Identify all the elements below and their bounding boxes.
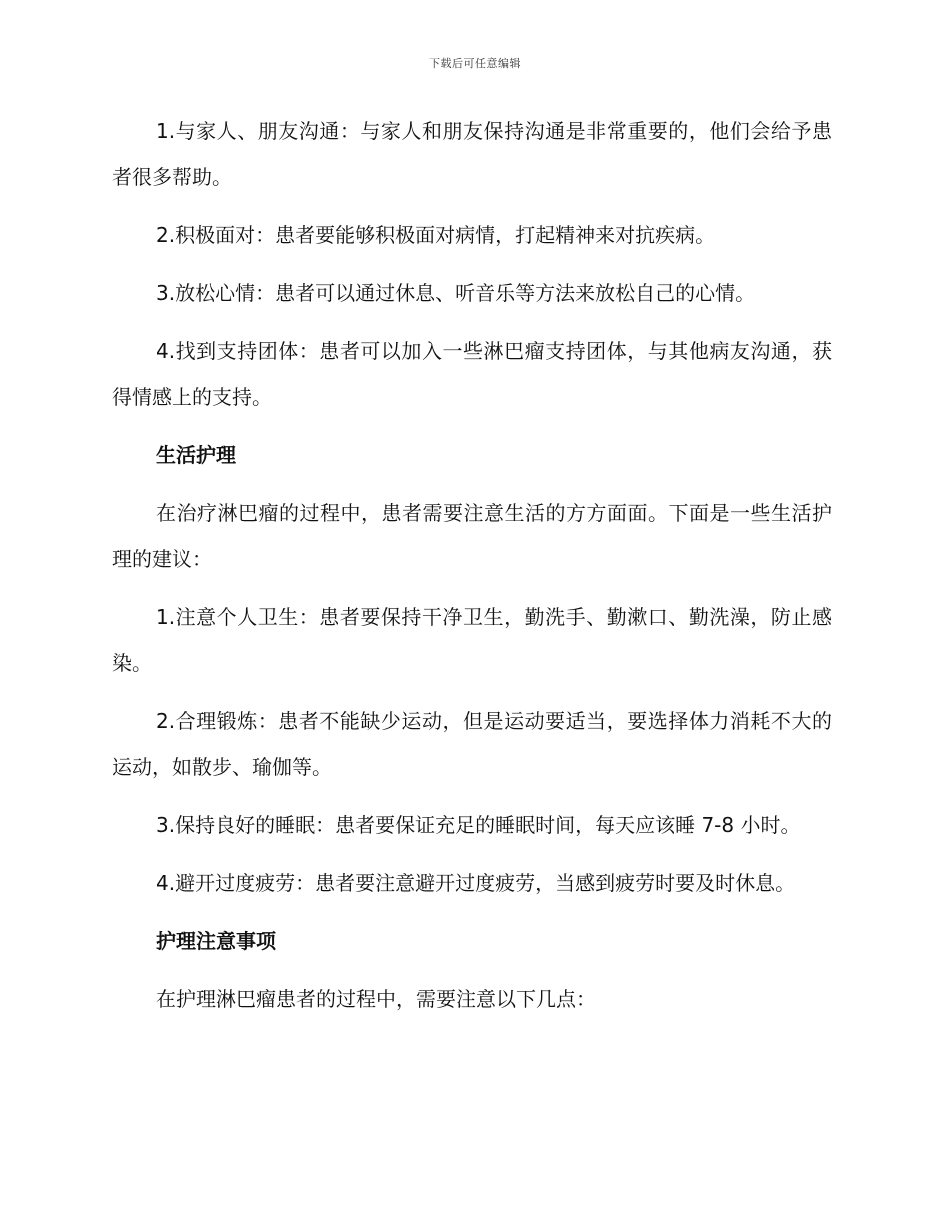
paragraph-support-group: 4.找到支持团体：患者可以加入一些淋巴瘤支持团体，与其他病友沟通，获得情感上的支持。 [112,339,832,409]
paragraph-hygiene: 1.注意个人卫生：患者要保持干净卫生，勤洗手、勤漱口、勤洗澡，防止感染。 [112,605,832,675]
paragraph-avoid-fatigue: 4.避开过度疲劳：患者要注意避开过度疲劳，当感到疲劳时要及时休息。 [156,871,796,895]
page-header: 下载后可任意编辑 [429,57,521,70]
paragraph-exercise: 2.合理锻炼：患者不能缺少运动，但是运动要适当，要选择体力消耗不大的运动，如散步、瑜伽等。 [112,709,832,779]
paragraph-positive-attitude: 2.积极面对：患者要能够积极面对病情，打起精神来对抗疾病。 [156,223,716,247]
paragraph-sleep: 3.保持良好的睡眠：患者要保证充足的睡眠时间，每天应该睡 7-8 小时。 [156,813,801,837]
paragraph-family-communication: 1.与家人、朋友沟通：与家人和朋友保持沟通是非常重要的，他们会给予患者很多帮助。 [112,119,832,189]
paragraph-relax-mood: 3.放松心情：患者可以通过休息、听音乐等方法来放松自己的心情。 [156,281,756,305]
section-heading-care-notes: 护理注意事项 [156,929,276,953]
paragraph-care-notes-intro: 在护理淋巴瘤患者的过程中，需要注意以下几点： [156,987,596,1011]
section-heading-life-care: 生活护理 [156,443,236,467]
paragraph-life-care-intro: 在治疗淋巴瘤的过程中，患者需要注意生活的方方面面。下面是一些生活护理的建议： [112,501,832,571]
document-body [112,108,832,1034]
